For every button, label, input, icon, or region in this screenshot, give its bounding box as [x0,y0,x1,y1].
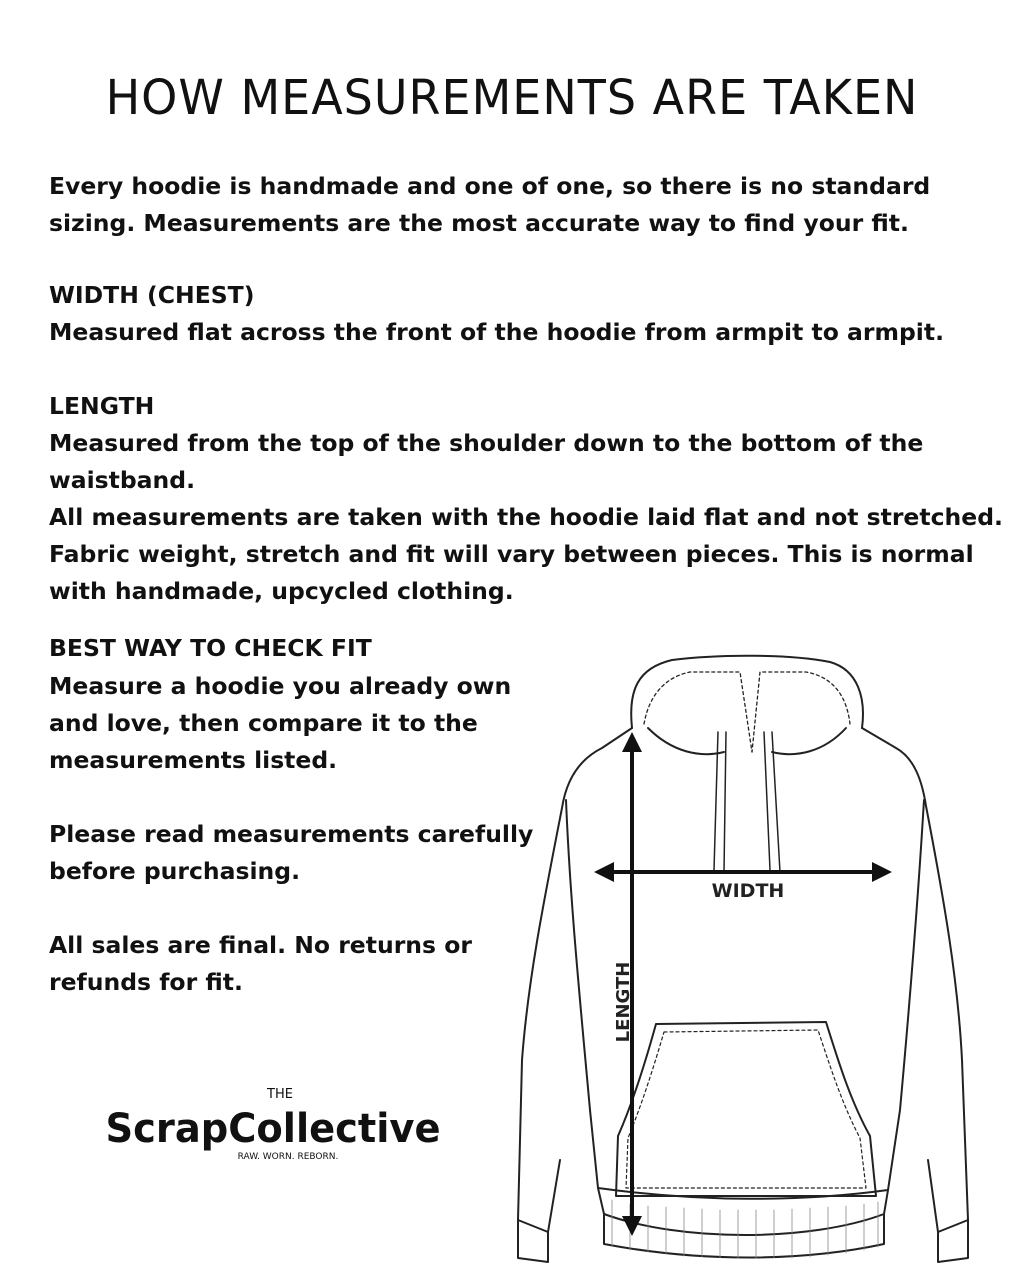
read-note-line-2: before purchasing. [49,857,301,885]
hoodie-outline [518,656,968,1262]
logo-tagline-text: RAW. WORN. REBORN. [237,1152,339,1162]
intro-line-2: sizing. Measurements are the most accurate way to find your fit. [49,209,909,237]
length-heading: LENGTH [49,392,155,420]
intro-line-1: Every hoodie is handmade and one of one, so there is no standard [49,172,931,200]
length-line-1: Measured from the top of the shoulder down to the bottom of the [49,429,924,457]
length-line-2: waistband. [49,466,196,494]
sales-note-line-2: refunds for fit. [49,968,243,996]
length-line-5: with handmade, upcycled clothing. [49,577,514,605]
logo-name-text: ScrapCollective [105,1106,441,1152]
fit-line-3: measurements listed. [49,746,338,774]
width-label: WIDTH [711,880,785,902]
length-line-3: All measurements are taken with the hoodie laid flat and not stretched. [49,503,1003,531]
fit-line-1: Measure a hoodie you already own [49,672,512,700]
read-note-line-1: Please read measurements carefully [49,820,534,848]
sales-note-line-1: All sales are final. No returns or [49,931,472,959]
page-title: HOW MEASUREMENTS ARE TAKEN [105,68,919,126]
logo-the-text: THE [267,1087,293,1102]
length-line-4: Fabric weight, stretch and fit will vary between pieces. This is normal [49,540,974,568]
fit-line-2: and love, then compare it to the [49,709,478,737]
width-heading: WIDTH (CHEST) [49,281,255,309]
length-label: LENGTH [613,961,634,1043]
fit-heading: BEST WAY TO CHECK FIT [49,634,372,662]
width-description: Measured flat across the front of the hoodie from armpit to armpit. [49,318,945,346]
